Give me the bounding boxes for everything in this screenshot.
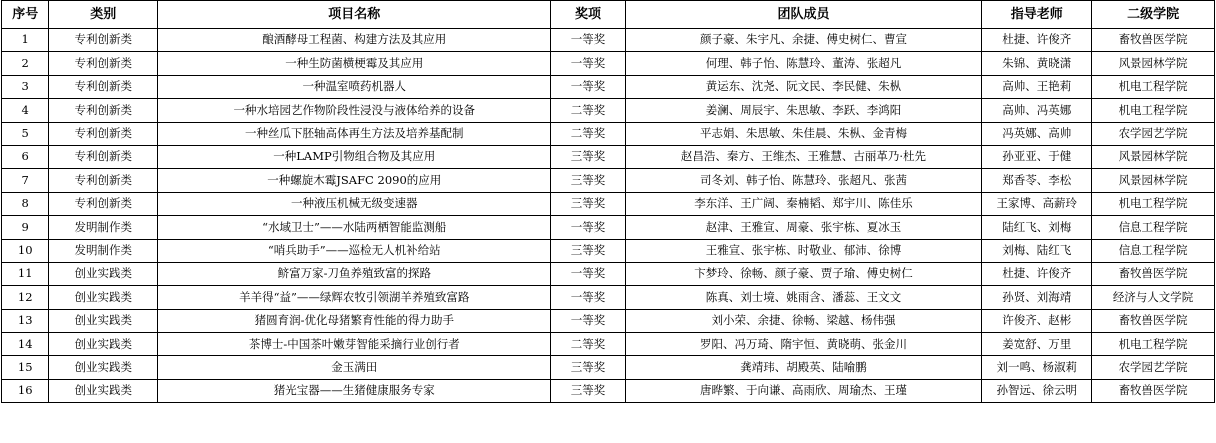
cell-team-members: 李东洋、王广阔、秦楠韬、郑宇川、陈佳乐 [625,192,982,215]
cell-serial: 11 [2,262,49,285]
cell-award: 一等奖 [551,52,625,75]
cell-team-members: 姜澜、周辰宇、朱思敏、李跃、李鸿阳 [625,99,982,122]
cell-advisor: 孙智远、徐云明 [982,379,1092,402]
cell-serial: 16 [2,379,49,402]
cell-project-name: 茶博士-中国茶叶嫩芽智能采摘行业创行者 [158,333,551,356]
cell-category: 专利创新类 [49,52,158,75]
cell-serial: 2 [2,52,49,75]
cell-award: 二等奖 [551,122,625,145]
cell-project-name: 一种生防菌横梗霉及其应用 [158,52,551,75]
cell-category: 创业实践类 [49,333,158,356]
table-row [2,75,1215,98]
table-row [2,169,1215,192]
cell-award: 三等奖 [551,379,625,402]
cell-award: 三等奖 [551,239,625,262]
cell-serial: 1 [2,29,49,52]
cell-team-members: 颜子豪、朱宇凡、余捷、傅史树仁、曹宣 [625,29,982,52]
cell-serial: 8 [2,192,49,215]
cell-project-name: 一种温室喷药机器人 [158,75,551,98]
cell-serial: 15 [2,356,49,379]
cell-project-name: 猪圆育润-优化母猪繁育性能的得力助手 [158,309,551,332]
cell-award: 三等奖 [551,169,625,192]
cell-college: 机电工程学院 [1092,333,1215,356]
cell-college: 信息工程学院 [1092,216,1215,239]
table-row [2,262,1215,285]
header-row [2,1,1215,29]
cell-advisor: 高帅、王艳莉 [982,75,1092,98]
cell-team-members: 赵津、王雅宣、周豪、张宇栋、夏冰玉 [625,216,982,239]
header-award: 奖项 [551,1,625,29]
cell-award: 一等奖 [551,262,625,285]
cell-advisor: 朱锦、黄晓潇 [982,52,1092,75]
cell-category: 专利创新类 [49,29,158,52]
cell-team-members: 平志娟、朱思敏、朱佳晨、朱枞、金青梅 [625,122,982,145]
cell-team-members: 司冬刘、韩子怡、陈慧玲、张超凡、张茜 [625,169,982,192]
header-serial: 序号 [2,1,49,29]
cell-advisor: 刘梅、陆红飞 [982,239,1092,262]
cell-project-name: 羊羊得“益”——绿辉农牧引领湖羊养殖致富路 [158,286,551,309]
cell-advisor: 刘一鸣、杨淑莉 [982,356,1092,379]
cell-category: 专利创新类 [49,169,158,192]
cell-college: 农学园艺学院 [1092,122,1215,145]
cell-team-members: 赵昌浩、秦方、王维杰、王雅慧、古丽革乃·杜先 [625,145,982,168]
cell-project-name: 酿酒酵母工程菌、构建方法及其应用 [158,29,551,52]
cell-serial: 13 [2,309,49,332]
cell-project-name: 一种LAMP引物组合物及其应用 [158,145,551,168]
cell-team-members: 王雅宣、张宇栋、时敬业、郁沛、徐博 [625,239,982,262]
header-project-name: 项目名称 [158,1,551,29]
cell-category: 发明制作类 [49,239,158,262]
header-team-members: 团队成员 [625,1,982,29]
cell-project-name: 一种丝瓜下胚轴高体再生方法及培养基配制 [158,122,551,145]
cell-award: 三等奖 [551,356,625,379]
table-row [2,286,1215,309]
cell-advisor: 冯英娜、高帅 [982,122,1092,145]
cell-project-name: 一种螺旋木霉JSAFC 2090的应用 [158,169,551,192]
cell-college: 畜牧兽医学院 [1092,309,1215,332]
cell-project-name: “哨兵助手”——巡检无人机补给站 [158,239,551,262]
cell-serial: 7 [2,169,49,192]
table-row [2,29,1215,52]
cell-team-members: 罗阳、冯万琦、隋宇恒、黄晓萌、张金川 [625,333,982,356]
cell-advisor: 陆红飞、刘梅 [982,216,1092,239]
cell-college: 畜牧兽医学院 [1092,262,1215,285]
cell-serial: 14 [2,333,49,356]
table-row [2,333,1215,356]
cell-advisor: 孙贤、刘海靖 [982,286,1092,309]
cell-advisor: 杜捷、许俊齐 [982,29,1092,52]
cell-team-members: 龚靖玮、胡殿英、陆喻鹏 [625,356,982,379]
header-category: 类别 [49,1,158,29]
table-row [2,52,1215,75]
cell-award: 二等奖 [551,333,625,356]
cell-advisor: 王家博、高薪玲 [982,192,1092,215]
cell-advisor: 孙亚亚、于健 [982,145,1092,168]
cell-award: 三等奖 [551,192,625,215]
cell-project-name: 金玉满田 [158,356,551,379]
table-row [2,239,1215,262]
cell-college: 机电工程学院 [1092,192,1215,215]
cell-project-name: 猪光宝器——生猪健康服务专家 [158,379,551,402]
cell-project-name: 一种水培园艺作物阶段性浸没与液体给养的设备 [158,99,551,122]
table-row [2,192,1215,215]
cell-college: 农学园艺学院 [1092,356,1215,379]
cell-project-name: “水域卫士”——水陆两栖智能监测船 [158,216,551,239]
cell-category: 专利创新类 [49,192,158,215]
cell-serial: 12 [2,286,49,309]
cell-award: 一等奖 [551,29,625,52]
cell-college: 畜牧兽医学院 [1092,379,1215,402]
cell-college: 机电工程学院 [1092,99,1215,122]
cell-category: 专利创新类 [49,145,158,168]
awards-table [1,0,1215,403]
cell-serial: 5 [2,122,49,145]
cell-category: 专利创新类 [49,75,158,98]
cell-team-members: 何理、韩子怡、陈慧玲、董涛、张超凡 [625,52,982,75]
cell-serial: 3 [2,75,49,98]
cell-award: 一等奖 [551,75,625,98]
cell-category: 发明制作类 [49,216,158,239]
cell-team-members: 黄运东、沈尧、阮文民、李民健、朱枞 [625,75,982,98]
cell-team-members: 卞梦玲、徐畅、颜子豪、贾子瑜、傅史树仁 [625,262,982,285]
cell-project-name: 鲚富万家-刀鱼养殖致富的探路 [158,262,551,285]
header-college: 二级学院 [1092,1,1215,29]
cell-project-name: 一种液压机械无级变速器 [158,192,551,215]
cell-category: 创业实践类 [49,286,158,309]
cell-team-members: 陈真、刘士境、姚雨含、潘蕊、王文文 [625,286,982,309]
cell-team-members: 唐晔繁、于向谦、高雨欣、周瑜杰、王瑾 [625,379,982,402]
cell-college: 畜牧兽医学院 [1092,29,1215,52]
cell-award: 一等奖 [551,286,625,309]
cell-award: 三等奖 [551,145,625,168]
cell-category: 专利创新类 [49,99,158,122]
cell-category: 创业实践类 [49,379,158,402]
cell-advisor: 杜捷、许俊齐 [982,262,1092,285]
cell-category: 创业实践类 [49,309,158,332]
cell-college: 机电工程学院 [1092,75,1215,98]
cell-team-members: 刘小荣、余捷、徐畅、梁越、杨伟强 [625,309,982,332]
cell-college: 风景园林学院 [1092,145,1215,168]
cell-advisor: 许俊齐、赵彬 [982,309,1092,332]
cell-serial: 4 [2,99,49,122]
cell-category: 专利创新类 [49,122,158,145]
cell-serial: 9 [2,216,49,239]
cell-college: 信息工程学院 [1092,239,1215,262]
table-row [2,99,1215,122]
cell-award: 二等奖 [551,99,625,122]
cell-college: 风景园林学院 [1092,52,1215,75]
table-row [2,216,1215,239]
cell-college: 风景园林学院 [1092,169,1215,192]
cell-advisor: 姜宽舒、万里 [982,333,1092,356]
table-row [2,356,1215,379]
cell-advisor: 郑香苓、李松 [982,169,1092,192]
cell-serial: 10 [2,239,49,262]
cell-college: 经济与人文学院 [1092,286,1215,309]
cell-advisor: 高帅、冯英娜 [982,99,1092,122]
header-advisor: 指导老师 [982,1,1092,29]
cell-category: 创业实践类 [49,262,158,285]
cell-award: 一等奖 [551,309,625,332]
table-row [2,379,1215,402]
table-row [2,145,1215,168]
cell-serial: 6 [2,145,49,168]
cell-award: 一等奖 [551,216,625,239]
table-row [2,122,1215,145]
cell-category: 创业实践类 [49,356,158,379]
table-row [2,309,1215,332]
